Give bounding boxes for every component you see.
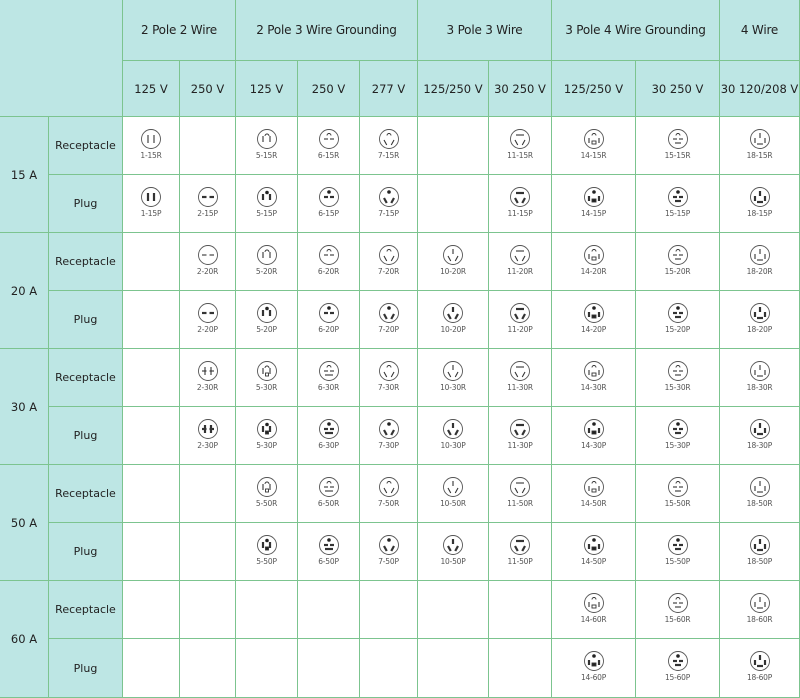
plug-face-icon [378,534,400,556]
nema-18-20p-cell [720,291,800,349]
plug-face-icon [749,418,771,440]
nema-code-label: 6-30P [318,441,339,450]
nema-6-50p-cell [298,523,360,581]
nema-code-label: 11-15P [507,209,533,218]
nema-code-label: 6-15R [317,151,340,160]
group-header: 2 Pole 2 Wire [123,0,236,61]
plug-face-icon [509,534,531,556]
plug-face-icon [667,418,689,440]
nema-7-50p-cell [360,523,418,581]
nema-code-label: 15-30R [664,383,691,392]
nema-code-label: 14-30P [580,441,607,450]
empty-cell [180,465,236,523]
nema-code-label: 14-15P [580,209,607,218]
receptacle-face-icon [583,128,605,150]
plug-face-icon [256,186,278,208]
plug-row-label: Plug [49,291,123,349]
nema-18-15r-cell [720,117,800,175]
nema-code-label: 6-15P [318,209,339,218]
empty-cell [418,117,489,175]
nema-code-label: 5-50P [256,557,277,566]
receptacle-face-icon [378,360,400,382]
nema-code-label: 15-60R [664,615,691,624]
plug-row-label: Plug [49,407,123,465]
plug-face-icon [749,302,771,324]
receptacle-face-icon [749,128,771,150]
nema-code-label: 15-20R [664,267,691,276]
nema-11-15p-cell [489,175,552,233]
plug-face-icon [442,302,464,324]
nema-code-label: 2-30R [196,383,219,392]
nema-2-20p-cell [180,291,236,349]
empty-cell [180,117,236,175]
empty-cell [418,175,489,233]
nema-code-label: 11-30P [507,441,533,450]
receptacle-face-icon [318,244,340,266]
nema-15-50p-cell [636,523,720,581]
nema-code-label: 18-20P [746,325,773,334]
receptacle-face-icon [442,476,464,498]
nema-15-20r-cell [636,233,720,291]
nema-14-20r-cell [552,233,636,291]
nema-code-label: 15-20P [664,325,691,334]
nema-code-label: 11-20P [507,325,533,334]
nema-code-label: 10-20P [440,325,466,334]
nema-7-30r-cell [360,349,418,407]
nema-15-20p-cell [636,291,720,349]
voltage-header: 30 120/208 V [720,61,800,117]
plug-face-icon [667,302,689,324]
nema-code-label: 14-20P [580,325,607,334]
nema-5-30r-cell [236,349,298,407]
nema-code-label: 5-20R [255,267,278,276]
nema-code-label: 11-30R [507,383,533,392]
receptacle-face-icon [197,360,219,382]
plug-face-icon [583,418,605,440]
empty-cell [123,407,180,465]
receptacle-face-icon [749,360,771,382]
nema-code-label: 7-20P [378,325,399,334]
nema-code-label: 11-20R [507,267,533,276]
receptacle-face-icon [509,360,531,382]
nema-code-label: 5-20P [256,325,277,334]
nema-code-label: 15-60P [664,673,691,682]
nema-6-30r-cell [298,349,360,407]
nema-code-label: 1-15R [140,151,162,160]
receptacle-face-icon [197,244,219,266]
nema-code-label: 18-20R [746,267,773,276]
receptacle-face-icon [667,128,689,150]
receptacle-face-icon [378,128,400,150]
receptacle-face-icon [583,476,605,498]
empty-cell [123,639,180,698]
nema-code-label: 14-50R [580,499,607,508]
nema-code-label: 11-50P [507,557,533,566]
nema-14-30p-cell [552,407,636,465]
plug-face-icon [378,186,400,208]
nema-code-label: 15-15P [664,209,691,218]
nema-code-label: 15-50P [664,557,691,566]
voltage-header: 30 250 V [636,61,720,117]
nema-code-label: 10-50R [440,499,466,508]
nema-6-30p-cell [298,407,360,465]
plug-face-icon [667,650,689,672]
nema-18-15p-cell [720,175,800,233]
nema-code-label: 5-30R [255,383,278,392]
plug-face-icon [256,302,278,324]
nema-code-label: 18-30R [746,383,773,392]
nema-14-50r-cell [552,465,636,523]
nema-18-60p-cell [720,639,800,698]
group-header: 3 Pole 3 Wire [418,0,552,61]
plug-face-icon [318,302,340,324]
plug-face-icon [583,302,605,324]
nema-5-20r-cell [236,233,298,291]
nema-code-label: 6-20P [318,325,339,334]
nema-5-50p-cell [236,523,298,581]
plug-face-icon [583,650,605,672]
group-header: 4 Wire [720,0,800,61]
nema-code-label: 1-15P [140,209,162,218]
nema-code-label: 5-30P [256,441,277,450]
nema-7-20p-cell [360,291,418,349]
empty-cell [360,581,418,639]
nema-6-20p-cell [298,291,360,349]
nema-10-30p-cell [418,407,489,465]
nema-2-30p-cell [180,407,236,465]
nema-code-label: 15-30P [664,441,691,450]
nema-10-50r-cell [418,465,489,523]
receptacle-face-icon [140,128,162,150]
plug-face-icon [509,302,531,324]
nema-7-15p-cell [360,175,418,233]
plug-face-icon [749,534,771,556]
nema-14-15p-cell [552,175,636,233]
plug-row-label: Plug [49,175,123,233]
plug-face-icon [583,186,605,208]
group-header: 2 Pole 3 Wire Grounding [236,0,418,61]
plug-row-label: Plug [49,523,123,581]
nema-15-30p-cell [636,407,720,465]
receptacle-face-icon [749,476,771,498]
nema-10-30r-cell [418,349,489,407]
nema-code-label: 2-20P [197,325,218,334]
receptacle-face-icon [583,592,605,614]
empty-cell [298,639,360,698]
nema-18-60r-cell [720,581,800,639]
nema-code-label: 14-30R [580,383,607,392]
nema-5-20p-cell [236,291,298,349]
empty-cell [180,523,236,581]
nema-5-50r-cell [236,465,298,523]
nema-11-30p-cell [489,407,552,465]
nema-15-50r-cell [636,465,720,523]
voltage-header: 277 V [360,61,418,117]
nema-10-50p-cell [418,523,489,581]
plug-face-icon [667,534,689,556]
plug-face-icon [140,186,162,208]
nema-14-30r-cell [552,349,636,407]
plug-face-icon [256,418,278,440]
nema-6-15r-cell [298,117,360,175]
plug-face-icon [197,186,219,208]
receptacle-row-label: Receptacle [49,349,123,407]
nema-18-50p-cell [720,523,800,581]
nema-15-30r-cell [636,349,720,407]
receptacle-face-icon [378,244,400,266]
empty-cell [123,349,180,407]
nema-code-label: 7-50P [378,557,399,566]
amperage-label: 50 A [0,465,49,581]
receptacle-face-icon [318,128,340,150]
voltage-header: 250 V [180,61,236,117]
plug-face-icon [318,418,340,440]
receptacle-face-icon [442,360,464,382]
empty-cell [418,639,489,698]
nema-10-20p-cell [418,291,489,349]
amperage-label: 60 A [0,581,49,698]
nema-1-15p-cell [123,175,180,233]
nema-code-label: 11-50R [507,499,533,508]
amperage-label: 15 A [0,117,49,233]
plug-face-icon [749,186,771,208]
nema-code-label: 10-50P [440,557,466,566]
nema-code-label: 18-15R [746,151,773,160]
nema-14-60p-cell [552,639,636,698]
plug-face-icon [378,302,400,324]
nema-code-label: 2-30P [197,441,218,450]
voltage-header: 125 V [123,61,180,117]
empty-cell [123,581,180,639]
nema-code-label: 15-50R [664,499,691,508]
plug-face-icon [667,186,689,208]
nema-code-label: 6-50R [317,499,340,508]
nema-11-20r-cell [489,233,552,291]
receptacle-face-icon [256,244,278,266]
nema-14-60r-cell [552,581,636,639]
empty-cell [123,523,180,581]
receptacle-face-icon [256,128,278,150]
nema-11-30r-cell [489,349,552,407]
plug-face-icon [509,186,531,208]
nema-code-label: 18-60R [746,615,773,624]
nema-11-20p-cell [489,291,552,349]
receptacle-face-icon [256,476,278,498]
receptacle-face-icon [442,244,464,266]
nema-code-label: 6-30R [317,383,340,392]
voltage-header: 125 V [236,61,298,117]
empty-cell [123,465,180,523]
voltage-header: 125/250 V [418,61,489,117]
receptacle-face-icon [583,360,605,382]
receptacle-face-icon [667,360,689,382]
amperage-label: 20 A [0,233,49,349]
nema-code-label: 6-20R [317,267,340,276]
empty-cell [489,639,552,698]
nema-14-15r-cell [552,117,636,175]
nema-10-20r-cell [418,233,489,291]
nema-7-50r-cell [360,465,418,523]
nema-2-15p-cell [180,175,236,233]
receptacle-row-label: Receptacle [49,581,123,639]
receptacle-face-icon [667,244,689,266]
receptacle-row-label: Receptacle [49,465,123,523]
nema-11-15r-cell [489,117,552,175]
empty-cell [236,581,298,639]
receptacle-face-icon [509,244,531,266]
receptacle-row-label: Receptacle [49,233,123,291]
empty-cell [236,639,298,698]
nema-7-15r-cell [360,117,418,175]
nema-18-50r-cell [720,465,800,523]
plug-face-icon [197,418,219,440]
nema-code-label: 15-15R [664,151,691,160]
nema-code-label: 5-15P [256,209,277,218]
plug-face-icon [256,534,278,556]
nema-code-label: 7-50R [377,499,400,508]
nema-code-label: 11-15R [507,151,533,160]
empty-cell [180,639,236,698]
nema-code-label: 2-20R [196,267,219,276]
nema-code-label: 14-60R [580,615,607,624]
plug-face-icon [442,418,464,440]
nema-code-label: 18-15P [746,209,773,218]
receptacle-face-icon [749,244,771,266]
receptacle-face-icon [378,476,400,498]
nema-code-label: 18-30P [746,441,773,450]
nema-18-20r-cell [720,233,800,291]
receptacle-face-icon [509,476,531,498]
voltage-header: 30 250 V [489,61,552,117]
nema-code-label: 18-50R [746,499,773,508]
empty-cell [418,581,489,639]
empty-cell [123,233,180,291]
plug-face-icon [197,302,219,324]
nema-15-15r-cell [636,117,720,175]
plug-face-icon [749,650,771,672]
empty-cell [123,291,180,349]
empty-cell [489,581,552,639]
empty-cell [298,581,360,639]
nema-5-30p-cell [236,407,298,465]
receptacle-face-icon [256,360,278,382]
nema-code-label: 14-50P [580,557,607,566]
header-corner [0,0,123,117]
nema-code-label: 14-15R [580,151,607,160]
nema-code-label: 10-30P [440,441,466,450]
receptacle-row-label: Receptacle [49,117,123,175]
nema-code-label: 10-30R [440,383,466,392]
nema-code-label: 14-20R [580,267,607,276]
nema-11-50r-cell [489,465,552,523]
nema-1-15r-cell [123,117,180,175]
nema-code-label: 7-30R [377,383,400,392]
nema-code-label: 18-50P [746,557,773,566]
nema-6-15p-cell [298,175,360,233]
amperage-label: 30 A [0,349,49,465]
empty-cell [360,639,418,698]
nema-code-label: 7-15R [377,151,400,160]
nema-15-60p-cell [636,639,720,698]
nema-code-label: 5-15R [255,151,278,160]
receptacle-face-icon [667,476,689,498]
plug-face-icon [442,534,464,556]
receptacle-face-icon [749,592,771,614]
nema-code-label: 7-20R [377,267,400,276]
empty-cell [180,581,236,639]
nema-2-30r-cell [180,349,236,407]
nema-code-label: 2-15P [197,209,218,218]
nema-code-label: 18-60P [746,673,773,682]
nema-code-label: 5-50R [255,499,278,508]
plug-face-icon [318,534,340,556]
nema-11-50p-cell [489,523,552,581]
nema-code-label: 6-50P [318,557,339,566]
nema-code-label: 10-20R [440,267,466,276]
group-header: 3 Pole 4 Wire Grounding [552,0,720,61]
voltage-header: 250 V [298,61,360,117]
plug-face-icon [318,186,340,208]
plug-face-icon [378,418,400,440]
nema-5-15p-cell [236,175,298,233]
receptacle-face-icon [318,360,340,382]
nema-6-20r-cell [298,233,360,291]
nema-15-60r-cell [636,581,720,639]
nema-14-50p-cell [552,523,636,581]
nema-code-label: 7-30P [378,441,399,450]
receptacle-face-icon [509,128,531,150]
receptacle-face-icon [667,592,689,614]
voltage-header: 125/250 V [552,61,636,117]
nema-7-30p-cell [360,407,418,465]
nema-14-20p-cell [552,291,636,349]
receptacle-face-icon [583,244,605,266]
receptacle-face-icon [318,476,340,498]
nema-code-label: 14-60P [580,673,607,682]
nema-5-15r-cell [236,117,298,175]
nema-code-label: 7-15P [378,209,399,218]
nema-7-20r-cell [360,233,418,291]
plug-row-label: Plug [49,639,123,698]
nema-18-30r-cell [720,349,800,407]
plug-face-icon [583,534,605,556]
nema-15-15p-cell [636,175,720,233]
nema-2-20r-cell [180,233,236,291]
nema-18-30p-cell [720,407,800,465]
nema-6-50r-cell [298,465,360,523]
plug-face-icon [509,418,531,440]
